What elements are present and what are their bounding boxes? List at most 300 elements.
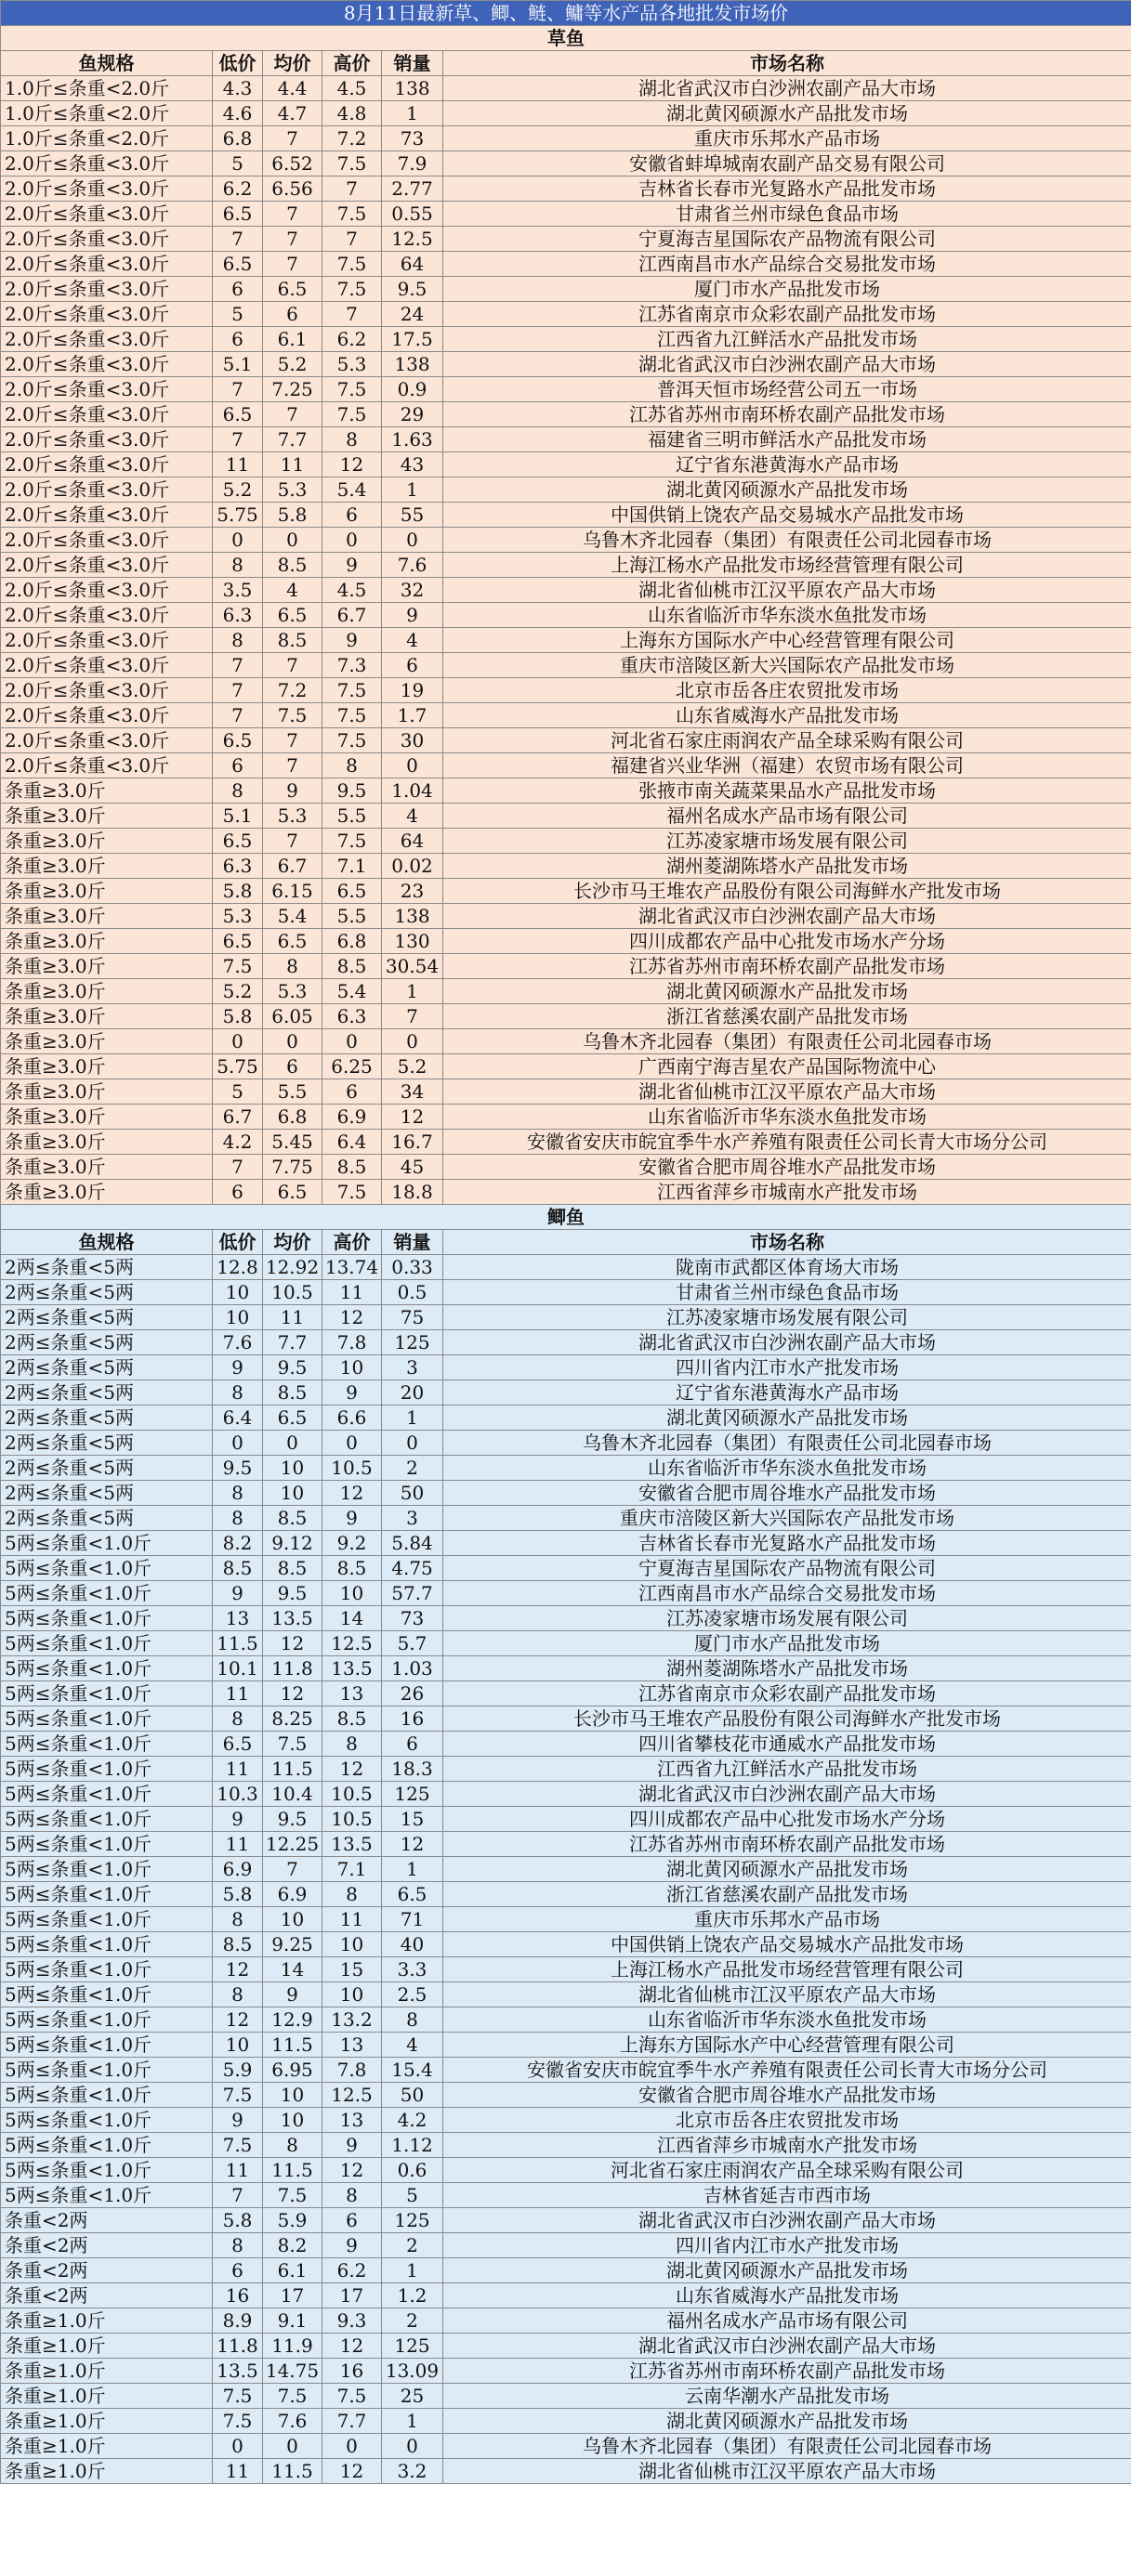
volume-cell: 1 bbox=[382, 2258, 443, 2283]
spec-cell: 2两≤条重<5两 bbox=[1, 1330, 213, 1355]
high-price-cell: 6.9 bbox=[322, 1105, 382, 1130]
volume-cell: 7.6 bbox=[382, 553, 443, 578]
spec-cell: 5两≤条重<1.0斤 bbox=[1, 1782, 213, 1807]
spec-cell: 条重≥3.0斤 bbox=[1, 1004, 213, 1029]
low-price-cell: 11 bbox=[213, 2459, 263, 2484]
spec-cell: 5两≤条重<1.0斤 bbox=[1, 1907, 213, 1932]
volume-cell: 138 bbox=[382, 352, 443, 377]
low-price-cell: 8 bbox=[213, 553, 263, 578]
low-price-cell: 8 bbox=[213, 1907, 263, 1932]
spec-cell: 2两≤条重<5两 bbox=[1, 1380, 213, 1406]
column-header-row bbox=[1, 51, 1131, 76]
low-price-cell: 4.3 bbox=[213, 76, 263, 101]
market-name-cell: 四川省内江市水产批发市场 bbox=[443, 2233, 1131, 2258]
high-price-cell: 7.5 bbox=[322, 2384, 382, 2409]
avg-price-cell: 8.25 bbox=[263, 1706, 322, 1732]
avg-price-cell: 6.9 bbox=[263, 1882, 322, 1907]
spec-cell: 条重≥3.0斤 bbox=[1, 1054, 213, 1079]
avg-price-cell: 9.5 bbox=[263, 1355, 322, 1380]
market-name-cell: 江西南昌市水产品综合交易批发市场 bbox=[443, 1581, 1131, 1606]
low-price-cell: 5.1 bbox=[213, 352, 263, 377]
table-row bbox=[1, 1531, 1131, 1556]
low-price-cell: 11.8 bbox=[213, 2334, 263, 2359]
spec-cell: 条重≥3.0斤 bbox=[1, 879, 213, 904]
market-name-cell: 江苏省苏州市南环桥农副产品批发市场 bbox=[443, 402, 1131, 427]
table-row bbox=[1, 829, 1131, 854]
table-row bbox=[1, 327, 1131, 352]
avg-price-cell: 6 bbox=[263, 1054, 322, 1079]
column-header-row bbox=[1, 1230, 1131, 1255]
low-price-cell: 6.5 bbox=[213, 1732, 263, 1757]
spec-cell: 条重≥1.0斤 bbox=[1, 2384, 213, 2409]
high-price-cell: 13 bbox=[322, 1681, 382, 1706]
market-name-cell: 普洱天恒市场经营公司五一市场 bbox=[443, 377, 1131, 402]
market-name-cell: 四川成都农产品中心批发市场水产分场 bbox=[443, 929, 1131, 954]
high-price-cell: 9 bbox=[322, 2233, 382, 2258]
market-name-cell: 安徽省合肥市周谷堆水产品批发市场 bbox=[443, 1481, 1131, 1506]
volume-cell: 2 bbox=[382, 2233, 443, 2258]
low-price-cell: 11 bbox=[213, 1832, 263, 1857]
spec-cell: 5两≤条重<1.0斤 bbox=[1, 1832, 213, 1857]
table-row bbox=[1, 2233, 1131, 2258]
volume-cell: 71 bbox=[382, 1907, 443, 1932]
high-price-cell: 7.5 bbox=[322, 377, 382, 402]
table-row bbox=[1, 1656, 1131, 1681]
table-row bbox=[1, 553, 1131, 578]
volume-cell: 5.7 bbox=[382, 1631, 443, 1656]
avg-price-cell: 6.8 bbox=[263, 1105, 322, 1130]
market-name-cell: 吉林省长春市光复路水产品批发市场 bbox=[443, 177, 1131, 202]
low-price-cell: 6.2 bbox=[213, 177, 263, 202]
table-row bbox=[1, 2308, 1131, 2334]
avg-price-cell: 8 bbox=[263, 954, 322, 979]
market-name-cell: 四川省攀枝花市通威水产品批发市场 bbox=[443, 1732, 1131, 1757]
high-price-cell: 7.5 bbox=[322, 402, 382, 427]
spec-cell: 条重≥3.0斤 bbox=[1, 804, 213, 829]
spec-cell: 2.0斤≤条重<3.0斤 bbox=[1, 452, 213, 477]
market-name-cell: 湖北黄冈硕源水产品批发市场 bbox=[443, 2409, 1131, 2434]
avg-price-cell: 4 bbox=[263, 578, 322, 603]
table-row bbox=[1, 1280, 1131, 1305]
avg-price-cell: 5.3 bbox=[263, 804, 322, 829]
avg-price-cell: 11 bbox=[263, 1305, 322, 1330]
spec-cell: 5两≤条重<1.0斤 bbox=[1, 1581, 213, 1606]
market-name-cell: 重庆市涪陵区新大兴国际农产品批发市场 bbox=[443, 1506, 1131, 1531]
low-price-cell: 5.8 bbox=[213, 1882, 263, 1907]
high-price-cell: 5.3 bbox=[322, 352, 382, 377]
table-row bbox=[1, 879, 1131, 904]
table-row bbox=[1, 603, 1131, 628]
high-price-cell: 10 bbox=[322, 1982, 382, 2007]
high-price-cell: 8 bbox=[322, 753, 382, 778]
market-name-cell: 中国供销上饶农产品交易城水产品批发市场 bbox=[443, 503, 1131, 528]
low-price-cell: 5.8 bbox=[213, 879, 263, 904]
high-price-cell: 7.7 bbox=[322, 2409, 382, 2434]
low-price-cell: 6.7 bbox=[213, 1105, 263, 1130]
table-row bbox=[1, 1255, 1131, 1280]
market-name-cell: 福州名成水产品市场有限公司 bbox=[443, 804, 1131, 829]
table-row bbox=[1, 2058, 1131, 2083]
market-name-cell: 宁夏海吉星国际农产品物流有限公司 bbox=[443, 227, 1131, 252]
high-price-cell: 7.5 bbox=[322, 151, 382, 177]
avg-price-cell: 7.5 bbox=[263, 2183, 322, 2208]
volume-cell: 1.2 bbox=[382, 2283, 443, 2308]
low-price-cell: 10 bbox=[213, 1305, 263, 1330]
column-header: 鱼规格 bbox=[1, 1230, 213, 1255]
volume-cell: 1 bbox=[382, 101, 443, 126]
avg-price-cell: 4.7 bbox=[263, 101, 322, 126]
avg-price-cell: 6.56 bbox=[263, 177, 322, 202]
low-price-cell: 8 bbox=[213, 1481, 263, 1506]
column-header: 销量 bbox=[382, 51, 443, 76]
volume-cell: 15 bbox=[382, 1807, 443, 1832]
high-price-cell: 8 bbox=[322, 2183, 382, 2208]
high-price-cell: 10.5 bbox=[322, 1456, 382, 1481]
volume-cell: 12 bbox=[382, 1832, 443, 1857]
volume-cell: 1.63 bbox=[382, 427, 443, 452]
low-price-cell: 7.6 bbox=[213, 1330, 263, 1355]
high-price-cell: 8 bbox=[322, 1882, 382, 1907]
market-name-cell: 江苏凌家塘市场发展有限公司 bbox=[443, 1606, 1131, 1631]
low-price-cell: 6.5 bbox=[213, 929, 263, 954]
high-price-cell: 6.7 bbox=[322, 603, 382, 628]
spec-cell: 1.0斤≤条重<2.0斤 bbox=[1, 126, 213, 151]
table-row bbox=[1, 678, 1131, 703]
avg-price-cell: 10 bbox=[263, 2083, 322, 2108]
market-name-cell: 安徽省合肥市周谷堆水产品批发市场 bbox=[443, 2083, 1131, 2108]
high-price-cell: 13 bbox=[322, 2108, 382, 2133]
table-row bbox=[1, 2459, 1131, 2484]
avg-price-cell: 7 bbox=[263, 829, 322, 854]
section-row-crucian bbox=[1, 1205, 1131, 1230]
high-price-cell: 12.5 bbox=[322, 1631, 382, 1656]
volume-cell: 26 bbox=[382, 1681, 443, 1706]
column-header: 市场名称 bbox=[443, 1230, 1131, 1255]
table-row bbox=[1, 202, 1131, 227]
market-name-cell: 乌鲁木齐北园春（集团）有限责任公司北园春市场 bbox=[443, 1431, 1131, 1456]
spec-cell: 条重<2两 bbox=[1, 2233, 213, 2258]
market-name-cell: 湖北省武汉市白沙洲农副产品大市场 bbox=[443, 76, 1131, 101]
low-price-cell: 6.4 bbox=[213, 1406, 263, 1431]
low-price-cell: 0 bbox=[213, 2434, 263, 2459]
low-price-cell: 6 bbox=[213, 327, 263, 352]
high-price-cell: 6.2 bbox=[322, 2258, 382, 2283]
avg-price-cell: 6.95 bbox=[263, 2058, 322, 2083]
market-name-cell: 陇南市武都区体育场大市场 bbox=[443, 1255, 1131, 1280]
high-price-cell: 6.5 bbox=[322, 879, 382, 904]
low-price-cell: 8.2 bbox=[213, 1531, 263, 1556]
avg-price-cell: 6.5 bbox=[263, 1180, 322, 1205]
title-row bbox=[1, 1, 1131, 26]
column-header: 高价 bbox=[322, 1230, 382, 1255]
section-title: 鲫鱼 bbox=[1, 1205, 1131, 1230]
market-name-cell: 江西南昌市水产品综合交易批发市场 bbox=[443, 252, 1131, 277]
table-row bbox=[1, 1957, 1131, 1982]
table-row bbox=[1, 2108, 1131, 2133]
market-name-cell: 江西省九江鲜活水产品批发市场 bbox=[443, 327, 1131, 352]
high-price-cell: 13.5 bbox=[322, 1832, 382, 1857]
low-price-cell: 9 bbox=[213, 1355, 263, 1380]
spec-cell: 2两≤条重<5两 bbox=[1, 1431, 213, 1456]
low-price-cell: 11 bbox=[213, 1681, 263, 1706]
market-name-cell: 江苏省苏州市南环桥农副产品批发市场 bbox=[443, 1832, 1131, 1857]
volume-cell: 0.55 bbox=[382, 202, 443, 227]
table-row bbox=[1, 101, 1131, 126]
market-name-cell: 安徽省合肥市周谷堆水产品批发市场 bbox=[443, 1155, 1131, 1180]
table-row bbox=[1, 1004, 1131, 1029]
spec-cell: 2.0斤≤条重<3.0斤 bbox=[1, 728, 213, 753]
high-price-cell: 6.3 bbox=[322, 1004, 382, 1029]
table-row bbox=[1, 402, 1131, 427]
high-price-cell: 13.5 bbox=[322, 1656, 382, 1681]
spec-cell: 5两≤条重<1.0斤 bbox=[1, 1857, 213, 1882]
market-name-cell: 四川省内江市水产批发市场 bbox=[443, 1355, 1131, 1380]
avg-price-cell: 8.5 bbox=[263, 628, 322, 653]
low-price-cell: 7 bbox=[213, 1155, 263, 1180]
avg-price-cell: 6.05 bbox=[263, 1004, 322, 1029]
market-name-cell: 河北省石家庄雨润农产品全球采购有限公司 bbox=[443, 728, 1131, 753]
table-row bbox=[1, 753, 1131, 778]
market-name-cell: 湖北省武汉市白沙洲农副产品大市场 bbox=[443, 2334, 1131, 2359]
table-row bbox=[1, 2409, 1131, 2434]
table-row bbox=[1, 477, 1131, 503]
avg-price-cell: 10.5 bbox=[263, 1280, 322, 1305]
spec-cell: 2.0斤≤条重<3.0斤 bbox=[1, 477, 213, 503]
avg-price-cell: 7.75 bbox=[263, 1155, 322, 1180]
market-name-cell: 长沙市马王堆农产品股份有限公司海鲜水产批发市场 bbox=[443, 1706, 1131, 1732]
avg-price-cell: 6 bbox=[263, 302, 322, 327]
high-price-cell: 0 bbox=[322, 1029, 382, 1054]
column-header: 高价 bbox=[322, 51, 382, 76]
market-name-cell: 宁夏海吉星国际农产品物流有限公司 bbox=[443, 1556, 1131, 1581]
spec-cell: 2.0斤≤条重<3.0斤 bbox=[1, 703, 213, 728]
spec-cell: 5两≤条重<1.0斤 bbox=[1, 1957, 213, 1982]
market-name-cell: 湖州菱湖陈塔水产品批发市场 bbox=[443, 1656, 1131, 1681]
volume-cell: 2 bbox=[382, 2308, 443, 2334]
volume-cell: 6 bbox=[382, 1732, 443, 1757]
low-price-cell: 13.5 bbox=[213, 2359, 263, 2384]
spec-cell: 5两≤条重<1.0斤 bbox=[1, 1531, 213, 1556]
spec-cell: 2.0斤≤条重<3.0斤 bbox=[1, 528, 213, 553]
table-row bbox=[1, 1155, 1131, 1180]
spec-cell: 1.0斤≤条重<2.0斤 bbox=[1, 101, 213, 126]
spec-cell: 2.0斤≤条重<3.0斤 bbox=[1, 227, 213, 252]
volume-cell: 57.7 bbox=[382, 1581, 443, 1606]
avg-price-cell: 7.7 bbox=[263, 427, 322, 452]
volume-cell: 64 bbox=[382, 829, 443, 854]
volume-cell: 12.5 bbox=[382, 227, 443, 252]
low-price-cell: 7 bbox=[213, 377, 263, 402]
high-price-cell: 7 bbox=[322, 227, 382, 252]
market-name-cell: 云南华潮水产品批发市场 bbox=[443, 2384, 1131, 2409]
market-name-cell: 江西省萍乡市城南水产批发市场 bbox=[443, 1180, 1131, 1205]
avg-price-cell: 5.45 bbox=[263, 1130, 322, 1155]
high-price-cell: 5.5 bbox=[322, 904, 382, 929]
avg-price-cell: 5.5 bbox=[263, 1079, 322, 1105]
avg-price-cell: 13.5 bbox=[263, 1606, 322, 1631]
high-price-cell: 7.5 bbox=[322, 277, 382, 302]
avg-price-cell: 6.52 bbox=[263, 151, 322, 177]
table-row bbox=[1, 2359, 1131, 2384]
table-row bbox=[1, 227, 1131, 252]
low-price-cell: 9 bbox=[213, 1807, 263, 1832]
market-name-cell: 湖北黄冈硕源水产品批发市场 bbox=[443, 1406, 1131, 1431]
avg-price-cell: 11.8 bbox=[263, 1656, 322, 1681]
volume-cell: 55 bbox=[382, 503, 443, 528]
spec-cell: 5两≤条重<1.0斤 bbox=[1, 1807, 213, 1832]
market-name-cell: 安徽省安庆市皖宜季牛水产养殖有限责任公司长青大市场分公司 bbox=[443, 1130, 1131, 1155]
table-row bbox=[1, 703, 1131, 728]
volume-cell: 0 bbox=[382, 528, 443, 553]
avg-price-cell: 7 bbox=[263, 753, 322, 778]
table-row bbox=[1, 728, 1131, 753]
low-price-cell: 16 bbox=[213, 2283, 263, 2308]
spec-cell: 条重≥3.0斤 bbox=[1, 1079, 213, 1105]
market-name-cell: 辽宁省东港黄海水产品市场 bbox=[443, 1380, 1131, 1406]
spec-cell: 2.0斤≤条重<3.0斤 bbox=[1, 402, 213, 427]
avg-price-cell: 6.5 bbox=[263, 277, 322, 302]
market-name-cell: 福建省兴业华洲（福建）农贸市场有限公司 bbox=[443, 753, 1131, 778]
market-name-cell: 湖北省武汉市白沙洲农副产品大市场 bbox=[443, 352, 1131, 377]
high-price-cell: 6.25 bbox=[322, 1054, 382, 1079]
avg-price-cell: 10 bbox=[263, 1481, 322, 1506]
avg-price-cell: 6.5 bbox=[263, 1406, 322, 1431]
column-header: 市场名称 bbox=[443, 51, 1131, 76]
low-price-cell: 6 bbox=[213, 277, 263, 302]
spec-cell: 2.0斤≤条重<3.0斤 bbox=[1, 177, 213, 202]
high-price-cell: 17 bbox=[322, 2283, 382, 2308]
avg-price-cell: 6.15 bbox=[263, 879, 322, 904]
spec-cell: 5两≤条重<1.0斤 bbox=[1, 2033, 213, 2058]
spec-cell: 2两≤条重<5两 bbox=[1, 1506, 213, 1531]
avg-price-cell: 10.4 bbox=[263, 1782, 322, 1807]
volume-cell: 0.6 bbox=[382, 2158, 443, 2183]
avg-price-cell: 6.5 bbox=[263, 929, 322, 954]
table-row bbox=[1, 979, 1131, 1004]
high-price-cell: 12 bbox=[322, 2459, 382, 2484]
spec-cell: 2.0斤≤条重<3.0斤 bbox=[1, 553, 213, 578]
table-row bbox=[1, 2434, 1131, 2459]
high-price-cell: 12 bbox=[322, 1305, 382, 1330]
market-name-cell: 湖北省武汉市白沙洲农副产品大市场 bbox=[443, 1330, 1131, 1355]
high-price-cell: 12 bbox=[322, 2334, 382, 2359]
low-price-cell: 8 bbox=[213, 1706, 263, 1732]
spec-cell: 条重≥3.0斤 bbox=[1, 1155, 213, 1180]
low-price-cell: 9 bbox=[213, 2108, 263, 2133]
low-price-cell: 3.5 bbox=[213, 578, 263, 603]
avg-price-cell: 0 bbox=[263, 528, 322, 553]
spec-cell: 条重<2两 bbox=[1, 2283, 213, 2308]
low-price-cell: 5.75 bbox=[213, 503, 263, 528]
avg-price-cell: 11.5 bbox=[263, 2459, 322, 2484]
high-price-cell: 6.2 bbox=[322, 327, 382, 352]
volume-cell: 7.9 bbox=[382, 151, 443, 177]
avg-price-cell: 5.3 bbox=[263, 477, 322, 503]
volume-cell: 3.2 bbox=[382, 2459, 443, 2484]
table-row bbox=[1, 2007, 1131, 2033]
table-row bbox=[1, 2208, 1131, 2233]
avg-price-cell: 7 bbox=[263, 227, 322, 252]
market-name-cell: 江西省九江鲜活水产品批发市场 bbox=[443, 1757, 1131, 1782]
low-price-cell: 6.8 bbox=[213, 126, 263, 151]
volume-cell: 1.7 bbox=[382, 703, 443, 728]
high-price-cell: 8 bbox=[322, 427, 382, 452]
low-price-cell: 8 bbox=[213, 2233, 263, 2258]
table-row bbox=[1, 2334, 1131, 2359]
high-price-cell: 9 bbox=[322, 1506, 382, 1531]
table-row bbox=[1, 1807, 1131, 1832]
market-name-cell: 安徽省蚌埠城南农副产品交易有限公司 bbox=[443, 151, 1131, 177]
volume-cell: 3 bbox=[382, 1506, 443, 1531]
spec-cell: 5两≤条重<1.0斤 bbox=[1, 2007, 213, 2033]
avg-price-cell: 0 bbox=[263, 1029, 322, 1054]
market-name-cell: 吉林省延吉市西市场 bbox=[443, 2183, 1131, 2208]
avg-price-cell: 12.92 bbox=[263, 1255, 322, 1280]
spec-cell: 5两≤条重<1.0斤 bbox=[1, 2183, 213, 2208]
market-name-cell: 山东省临沂市华东淡水鱼批发市场 bbox=[443, 2007, 1131, 2033]
high-price-cell: 10.5 bbox=[322, 1782, 382, 1807]
low-price-cell: 6.5 bbox=[213, 829, 263, 854]
market-name-cell: 浙江省慈溪农副产品批发市场 bbox=[443, 1004, 1131, 1029]
spec-cell: 条重≥1.0斤 bbox=[1, 2409, 213, 2434]
market-name-cell: 广西南宁海吉星农产品国际物流中心 bbox=[443, 1054, 1131, 1079]
market-name-cell: 中国供销上饶农产品交易城水产品批发市场 bbox=[443, 1932, 1131, 1957]
table-row bbox=[1, 1079, 1131, 1105]
spec-cell: 5两≤条重<1.0斤 bbox=[1, 1706, 213, 1732]
column-header: 均价 bbox=[263, 1230, 322, 1255]
high-price-cell: 9 bbox=[322, 628, 382, 653]
market-name-cell: 山东省临沂市华东淡水鱼批发市场 bbox=[443, 603, 1131, 628]
low-price-cell: 7.5 bbox=[213, 2409, 263, 2434]
spec-cell: 条重≥3.0斤 bbox=[1, 829, 213, 854]
market-name-cell: 湖北省仙桃市江汉平原农产品大市场 bbox=[443, 578, 1131, 603]
volume-cell: 8 bbox=[382, 2007, 443, 2033]
avg-price-cell: 10 bbox=[263, 2108, 322, 2133]
avg-price-cell: 11.5 bbox=[263, 2033, 322, 2058]
spec-cell: 条重≥1.0斤 bbox=[1, 2334, 213, 2359]
spec-cell: 条重≥3.0斤 bbox=[1, 1180, 213, 1205]
spec-cell: 2.0斤≤条重<3.0斤 bbox=[1, 678, 213, 703]
avg-price-cell: 17 bbox=[263, 2283, 322, 2308]
low-price-cell: 5 bbox=[213, 302, 263, 327]
table-row bbox=[1, 578, 1131, 603]
market-name-cell: 湖北省武汉市白沙洲农副产品大市场 bbox=[443, 2208, 1131, 2233]
low-price-cell: 10 bbox=[213, 2033, 263, 2058]
table-row bbox=[1, 352, 1131, 377]
table-row bbox=[1, 2133, 1131, 2158]
market-name-cell: 甘肃省兰州市绿色食品市场 bbox=[443, 1280, 1131, 1305]
volume-cell: 1 bbox=[382, 1406, 443, 1431]
avg-price-cell: 0 bbox=[263, 2434, 322, 2459]
spec-cell: 条重≥1.0斤 bbox=[1, 2434, 213, 2459]
avg-price-cell: 5.8 bbox=[263, 503, 322, 528]
market-name-cell: 江西省萍乡市城南水产批发市场 bbox=[443, 2133, 1131, 2158]
low-price-cell: 10.3 bbox=[213, 1782, 263, 1807]
market-name-cell: 辽宁省东港黄海水产品市场 bbox=[443, 452, 1131, 477]
table-row bbox=[1, 804, 1131, 829]
volume-cell: 13.09 bbox=[382, 2359, 443, 2384]
market-name-cell: 福州名成水产品市场有限公司 bbox=[443, 2308, 1131, 2334]
spec-cell: 5两≤条重<1.0斤 bbox=[1, 1932, 213, 1957]
high-price-cell: 6.4 bbox=[322, 1130, 382, 1155]
volume-cell: 4 bbox=[382, 804, 443, 829]
volume-cell: 34 bbox=[382, 1079, 443, 1105]
market-name-cell: 湖北省武汉市白沙洲农副产品大市场 bbox=[443, 904, 1131, 929]
column-header: 鱼规格 bbox=[1, 51, 213, 76]
table-row bbox=[1, 2283, 1131, 2308]
low-price-cell: 7.5 bbox=[213, 2133, 263, 2158]
spec-cell: 条重≥1.0斤 bbox=[1, 2308, 213, 2334]
